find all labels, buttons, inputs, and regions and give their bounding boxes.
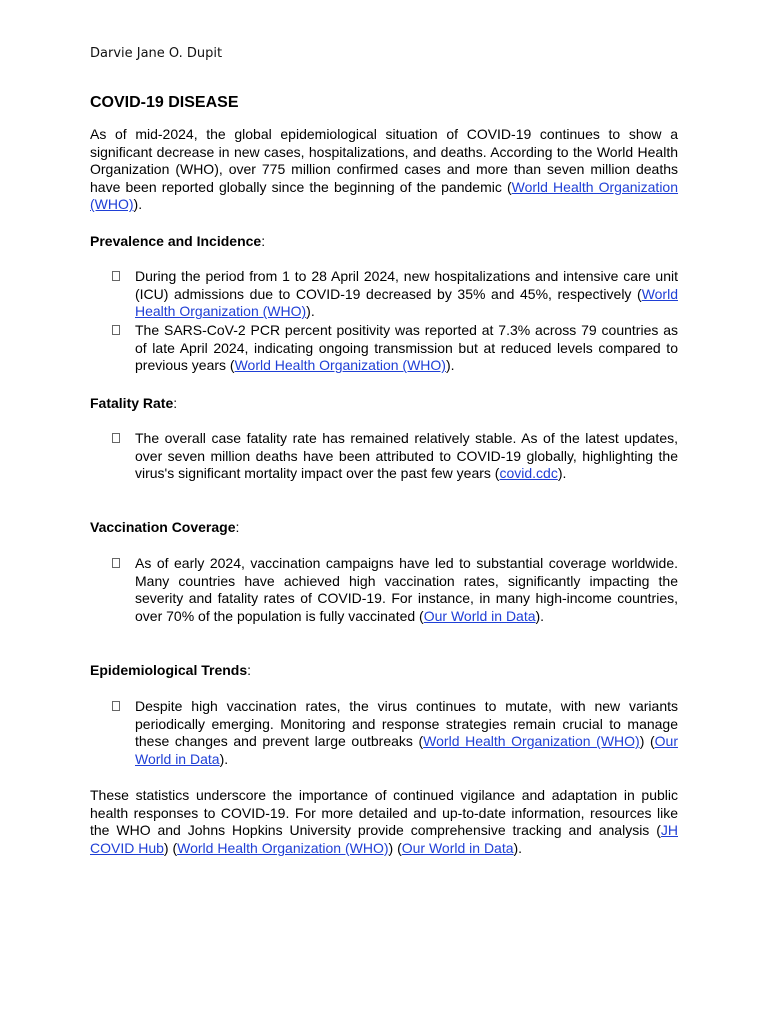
jh-covid-hub-link[interactable]: JH COVID Hub — [90, 822, 678, 856]
prevalence-heading: Prevalence and Incidence: — [90, 233, 266, 249]
list-item: Despite high vaccination rates, the virus continues to mutate, with new variants periodically emerging. Monitoring and response strategies remain crucial to manage these changes and prevent large outbreaks (World Health Organization (WHO)) (Our World in Data). — [135, 698, 678, 768]
fatality-heading: Fatality Rate: — [90, 395, 178, 411]
intro-close: ). — [133, 196, 143, 213]
conclusion-who-link[interactable]: World Health Organization (WHO) — [177, 839, 389, 856]
vaccination-owid-link[interactable]: Our World in Data — [423, 607, 536, 624]
bullet-icon — [112, 701, 120, 711]
list-item: The overall case fatality rate has remained relatively stable. As of the latest updates, over seven million deaths have been attributed to COVID-19 globally, highlighting the virus's significant mortality impact over the past few years (covid.cdc). — [135, 430, 678, 483]
list-item: The SARS-CoV-2 PCR percent positivity was reported at 7.3% across 79 countries as of late April 2024, indicating ongoing transmission but at reduced levels compared to previous years (World Health Organization (WHO)). — [135, 322, 678, 375]
author-name: Darvie Jane O. Dupit — [90, 46, 223, 61]
trends-who-link[interactable]: World Health Organization (WHO) — [423, 733, 640, 750]
intro-text: As of mid-2024, the global epidemiological situation of COVID-19 continues to show a significant decrease in new cases, hospitalizations, and deaths. According to the World Health Organization (WHO), over 775 million confirmed cases and more than seven million deaths have been reported globally since the beginning of the pandemic ( — [90, 126, 678, 195]
prevalence-heading-text: Prevalence and Incidence — [90, 233, 262, 249]
document-title: COVID-19 DISEASE — [90, 94, 239, 111]
vaccination-heading-text: Vaccination Coverage — [90, 519, 236, 535]
conclusion-paragraph: These statistics underscore the importance of continued vigilance and adaptation in public health responses to COVID-19. For more detailed and up-to-date information, resources like the WHO and Johns Hopkins University provide comprehensive tracking and analysis (JH COVID Hub) (World Health Organization (WHO)) (Our World in Data). — [90, 787, 678, 856]
fatality-heading-text: Fatality Rate — [90, 395, 174, 411]
conclusion-owid-link[interactable]: Our World in Data — [401, 839, 514, 856]
list-item: During the period from 1 to 28 April 2024, new hospitalizations and intensive care unit (ICU) admissions due to COVID-19 decreased by 35% and 45%, respectively (World Health Organization (WHO)). — [135, 268, 678, 321]
bullet-icon — [112, 271, 120, 281]
bullet-icon — [112, 433, 120, 443]
intro-paragraph — [90, 126, 678, 214]
trends-heading: Epidemiological Trends: — [90, 662, 252, 678]
trends-heading-text: Epidemiological Trends — [90, 662, 248, 678]
prevalence-who-link-1[interactable]: World Health Organization (WHO) — [135, 285, 678, 320]
vaccination-heading: Vaccination Coverage: — [90, 519, 240, 535]
trends-owid-link[interactable]: Our World in Data — [135, 733, 678, 767]
list-item: As of early 2024, vaccination campaigns have led to substantial coverage worldwide. Many countries have achieved high vaccination rates, significantly impacting the severity and fatality rates of COVID-19. For instance, in many high-income countries, over 70% of the population is fully vaccinated (Our World in Data). — [135, 555, 678, 625]
bullet-icon — [112, 558, 120, 568]
prevalence-who-link-2[interactable]: World Health Organization (WHO) — [234, 357, 446, 374]
intro-who-link[interactable]: World Health Organization (WHO) — [90, 178, 679, 213]
fatality-cdc-link[interactable]: covid.cdc — [499, 465, 558, 482]
bullet-icon — [112, 325, 120, 335]
